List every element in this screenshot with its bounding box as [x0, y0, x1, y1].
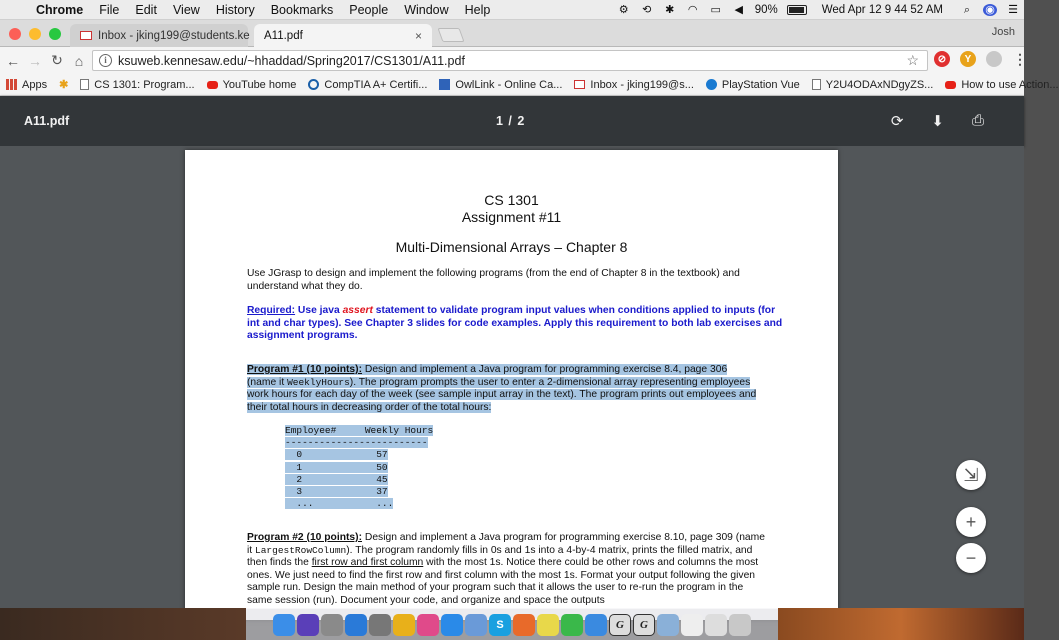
table-row: 0 57: [285, 449, 388, 461]
tab-strip: [0, 20, 1024, 47]
bookmark-label: How to use Action...: [961, 78, 1059, 91]
dock-skype-icon[interactable]: S: [489, 614, 511, 636]
program-1-text-2: ). The program prompts the user to enter a 2-dimensional array representing employees work hours for each day of the week (see sample input array in the text). The program prints out employees and their total hours in decreasing order of the total hours:: [247, 376, 757, 413]
zoom-out-icon: −: [965, 547, 977, 568]
bookmark-inbox[interactable]: [574, 79, 694, 91]
status-area: [617, 0, 1020, 20]
new-tab-button[interactable]: [437, 28, 464, 42]
bookmark-asterisk[interactable]: [59, 78, 68, 91]
honey-extension-icon[interactable]: Y: [960, 51, 976, 67]
dock-jgrasp-icon[interactable]: G: [609, 614, 631, 636]
zoom-out-button[interactable]: [956, 543, 986, 573]
dock-itunes-icon[interactable]: [417, 614, 439, 636]
table-row: 1 50: [285, 461, 388, 473]
tab-a11-pdf[interactable]: [254, 24, 432, 47]
bookmark-how-to[interactable]: [945, 79, 1058, 91]
dock-launchpad-icon[interactable]: [321, 614, 343, 636]
fit-page-icon: ⇲: [963, 464, 979, 485]
menu-bookmarks[interactable]: Bookmarks: [270, 2, 334, 17]
required-paragraph: [247, 305, 785, 343]
table-row: 3 37: [285, 486, 388, 498]
program-1-label: Program #1 (10 points):: [247, 364, 363, 375]
menu-bar: [0, 0, 1024, 20]
tab-title: Inbox - jking199@students.ke: [98, 29, 250, 42]
youtube-icon: [945, 81, 956, 89]
pdf-viewport[interactable]: [0, 146, 1024, 608]
dock-siri-icon[interactable]: [297, 614, 319, 636]
info-icon[interactable]: i: [99, 54, 112, 67]
program-2-underline: first row and first column: [311, 557, 424, 568]
owllink-icon: [439, 79, 450, 90]
playstation-icon: [706, 79, 717, 90]
bookmark-comptia[interactable]: [308, 79, 427, 91]
table-header: Employee# Weekly Hours: [285, 425, 434, 436]
gmail-icon: [80, 31, 92, 40]
window-controls: [9, 28, 61, 40]
pdf-title: A11.pdf: [24, 114, 70, 128]
program-1-text: Design and implement a Java program for programming exercise 8.4, page 306 (name it: [247, 364, 728, 388]
bookmark-label: YouTube home: [222, 78, 297, 91]
dock-network-icon[interactable]: [657, 614, 679, 636]
gmail-icon: [574, 80, 585, 89]
dock-safari-icon[interactable]: [345, 614, 367, 636]
download-icon[interactable]: ⬇: [931, 113, 944, 130]
dock-app-store-icon[interactable]: [441, 614, 463, 636]
zoom-in-button[interactable]: [956, 507, 986, 537]
program-1-classname: WeeklyHours: [287, 376, 350, 388]
fit-page-button[interactable]: [956, 460, 986, 490]
bookmark-label: Apps: [22, 78, 48, 91]
extensions: [934, 51, 1028, 67]
menu-help[interactable]: Help: [464, 2, 491, 17]
chrome-menu-icon[interactable]: ⋮: [1013, 50, 1027, 67]
comptia-icon: [308, 79, 319, 90]
spotlight-icon[interactable]: ⌕: [963, 4, 971, 16]
bookmark-label: Y2U4ODAxNDgyZS...: [825, 78, 934, 91]
menu-app-name[interactable]: Chrome: [36, 2, 84, 17]
dock-downloads-icon[interactable]: [705, 614, 727, 636]
dock-notes-icon[interactable]: [537, 614, 559, 636]
pdf-toolbar: [0, 96, 1024, 146]
back-icon[interactable]: ←: [6, 52, 20, 69]
print-icon[interactable]: ⎙: [971, 112, 984, 129]
page-icon: [80, 79, 89, 90]
intro-paragraph: Use JGrasp to design and implement the following programs (from the end of Chapter 8 in the textbook) and understand what they do.: [247, 268, 740, 292]
battery-percent: 90%: [754, 4, 778, 16]
close-window-button[interactable]: [9, 28, 21, 40]
rotate-icon[interactable]: ⟳: [890, 113, 904, 130]
wifi-icon[interactable]: ◠: [687, 4, 698, 16]
address-bar[interactable]: [92, 50, 928, 71]
dock-photos-icon[interactable]: [513, 614, 535, 636]
program-2-text: Design and implement a Java program for programming exercise 8.10, page 309 (name it: [247, 532, 765, 556]
bookmark-y2u4[interactable]: [812, 79, 934, 91]
course-heading: CS 1301: [484, 192, 539, 208]
close-tab-icon[interactable]: ×: [414, 28, 422, 43]
topic-heading: Multi-Dimensional Arrays – Chapter 8: [395, 239, 628, 255]
bookmark-label: OwlLink - Online Ca...: [455, 78, 563, 91]
dock-utility-icon[interactable]: [585, 614, 607, 636]
desktop-wallpaper-right: [778, 608, 1024, 640]
zoom-in-icon: +: [965, 511, 977, 532]
assert-keyword: assert: [342, 305, 373, 316]
dock-finder-icon[interactable]: [273, 614, 295, 636]
clock[interactable]: Wed Apr 12 9 44 52 AM: [821, 4, 943, 16]
page-icon: [812, 79, 821, 90]
forward-icon[interactable]: →: [28, 52, 42, 69]
bookmark-owllink[interactable]: [439, 79, 562, 91]
dock-chrome-icon[interactable]: [393, 614, 415, 636]
dock-preview-icon[interactable]: [465, 614, 487, 636]
pdf-page: [185, 150, 838, 620]
creative-cloud-icon[interactable]: ⚙: [618, 4, 629, 16]
home-icon[interactable]: ⌂: [74, 52, 84, 69]
dock: [246, 608, 778, 640]
program-2-text-3: with the most 1s. Notice there could be other rows and columns the most ones. We just need to find the first row and first column with the most 1s. Format your output following the given sample run. Design the main method of your program such that it allows the user to re-run the program in the same session (run). Document your code, and organize and space the outputs: [247, 557, 759, 606]
required-text-2: statement to validate program input values when conditions applied to inputs (for int and char types). See Chapter 3 slides for code examples. Apply this requirement to both lab exercises and assignment programs.: [247, 305, 783, 341]
bookmark-star-icon[interactable]: ☆: [906, 52, 919, 68]
notification-center-icon[interactable]: ☰: [1008, 4, 1018, 16]
bookmark-label: CompTIA A+ Certifi...: [324, 78, 428, 91]
airplay-icon[interactable]: ▭: [710, 4, 721, 16]
dock-facetime-icon[interactable]: [561, 614, 583, 636]
pdf-actions: [891, 112, 984, 130]
menu-edit[interactable]: Edit: [135, 2, 157, 17]
bluetooth-icon[interactable]: ✱: [665, 4, 675, 16]
dock-documents-icon[interactable]: [681, 614, 703, 636]
program-2-paragraph: [247, 532, 767, 607]
adblock-icon[interactable]: ⊘: [934, 51, 950, 67]
program-2-classname: LargestRowColumn: [255, 544, 347, 556]
desktop-wallpaper-left: [0, 608, 246, 640]
required-text: Use java: [295, 305, 343, 316]
minimize-window-button[interactable]: [29, 28, 41, 40]
bookmark-cs1301[interactable]: [80, 79, 194, 91]
sample-output-table: [285, 425, 433, 510]
menu-history[interactable]: History: [215, 2, 255, 17]
table-rule: -------------------------: [285, 437, 428, 449]
extension-icon[interactable]: [986, 51, 1002, 67]
bookmark-label: PlayStation Vue: [721, 78, 800, 91]
time-machine-icon[interactable]: ⟲: [642, 4, 652, 16]
menu-file[interactable]: File: [99, 2, 120, 17]
reload-icon[interactable]: ↻: [51, 52, 63, 68]
menu-people[interactable]: People: [349, 2, 389, 17]
bookmark-youtube[interactable]: [207, 79, 297, 91]
asterisk-icon: ✱: [59, 79, 69, 91]
assignment-heading: Assignment #11: [461, 209, 562, 225]
bookmark-label: CS 1301: Program...: [94, 78, 195, 91]
bookmark-label: Inbox - jking199@s...: [590, 78, 694, 91]
bookmark-apps[interactable]: [6, 79, 47, 91]
dock-system-prefs-icon[interactable]: [369, 614, 391, 636]
menu-view[interactable]: View: [172, 2, 200, 17]
dock-jgrasp-2-icon[interactable]: G: [633, 614, 655, 636]
url-text[interactable]: ksuweb.kennesaw.edu/~hhaddad/Spring2017/CS1301/A11.pdf: [118, 53, 465, 68]
zoom-window-button[interactable]: [49, 28, 61, 40]
browser-toolbar: [0, 47, 1027, 74]
volume-icon[interactable]: ◀: [734, 4, 743, 16]
tab-inbox[interactable]: [70, 24, 248, 47]
program-2-text-2: ). The program randomly fills in 0s and 1s into a 4-by-4 matrix, prints the filled matrix, and then finds the: [247, 544, 753, 568]
bookmarks-bar: [0, 74, 1059, 96]
menu-window[interactable]: Window: [404, 2, 449, 17]
siri-icon[interactable]: ◉: [983, 4, 997, 16]
program-2-label: Program #2 (10 points):: [247, 532, 363, 543]
table-row: 2 45: [285, 473, 388, 485]
bookmark-playstation[interactable]: [706, 79, 800, 91]
required-label: Required:: [247, 305, 296, 316]
table-ellipsis: ... ...: [285, 498, 394, 510]
program-1-paragraph: [247, 364, 759, 414]
profile-button[interactable]: Josh: [991, 26, 1015, 38]
youtube-icon: [207, 81, 218, 89]
dock-trash-icon[interactable]: [729, 614, 751, 636]
tab-title: A11.pdf: [264, 29, 303, 42]
page-indicator[interactable]: 1 / 2: [496, 114, 526, 128]
apps-grid-icon: [6, 79, 17, 90]
battery-icon[interactable]: [787, 5, 807, 15]
